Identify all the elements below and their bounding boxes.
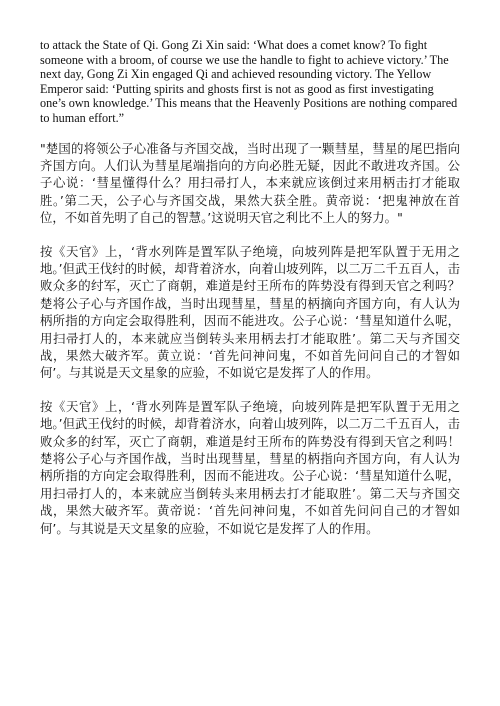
chinese-paragraph-2: 按《天官》上，‘背水列阵是置军队子绝境，向坡列阵是把军队置于无用之地。’但武王伐纣的时候，却背着济水，向着山坡列阵，以二万二千五百人，击败众多的纣军，灭亡了商朝，难道是纣王所布的阵势没有得到天官之利吗？楚将公子心与齐国作战，当时出现彗星，彗星的柄摘向齐国方向，有人认为柄所指的方向定会取得胜利，因而不能进攻。公子心说：‘彗星知道什么呢，用扫帚打人的，本来就应当倒转头来用柄去打才能取胜’。第二天与齐国交战，果然大破齐军。黄立说：‘首先问神问鬼，不如首先问问自己的才智如何’。与其说是天文星象的应验，不如说它是发挥了人的作用。 (40, 243, 460, 381)
chinese-paragraph-1: "楚国的将领公子心准备与齐国交战，当时出现了一颗彗星，彗星的尾巴指向齐国方向。人们认为彗星尾端指向的方向必胜无疑，因此不敢进攻齐国。公子心说：‘彗星懂得什么？用扫帚打人，本来就应该倒过来用柄击打才能取胜。’第二天，公子心与齐国交战，果然大获全胜。黄帝说：‘把鬼神放在首位，不如首先明了自己的智慧。’这说明天官之利比不上人的努力。" (40, 140, 460, 226)
english-paragraph: to attack the State of Qi. Gong Zi Xin said: ‘What does a comet know? To fight someone with a broom, of course we use the handle to fight to achieve victory.’ The next day, Gong Zi Xin engaged Qi and achieved resounding victory. The Yellow Emperor said: ‘Putting spirits and ghosts first is not as good as first investigating one’s own knowledge.’ This means that the Heavenly Positions are nothing compared to human effort.” (40, 38, 458, 125)
chinese-paragraph-3: 按《天官》上，‘背水列阵是置军队子绝境，向坡列阵是把军队置于无用之地。’但武王伐纣的时候，却背着济水，向着山坡列阵，以二万二千五百人，击败众多的纣军，灭亡了商朝，难道是纣王所布的阵势没有得到天官之利吗！楚将公子心与齐国作战，当时出现彗星，彗星的柄指向齐国方向，有人认为柄所指的方向定会取得胜利，因而不能进攻。公子心说：‘彗星知道什么呢，用扫帚打人的，本来就应当倒转头来用柄去打才能取胜’。第二天与齐国交战，果然大破齐军。黄帝说：‘首先问神问鬼，不如首先问问自己的才智如何’。与其说是天文星象的应验，不如说它是发挥了人的作用。 (40, 398, 460, 536)
